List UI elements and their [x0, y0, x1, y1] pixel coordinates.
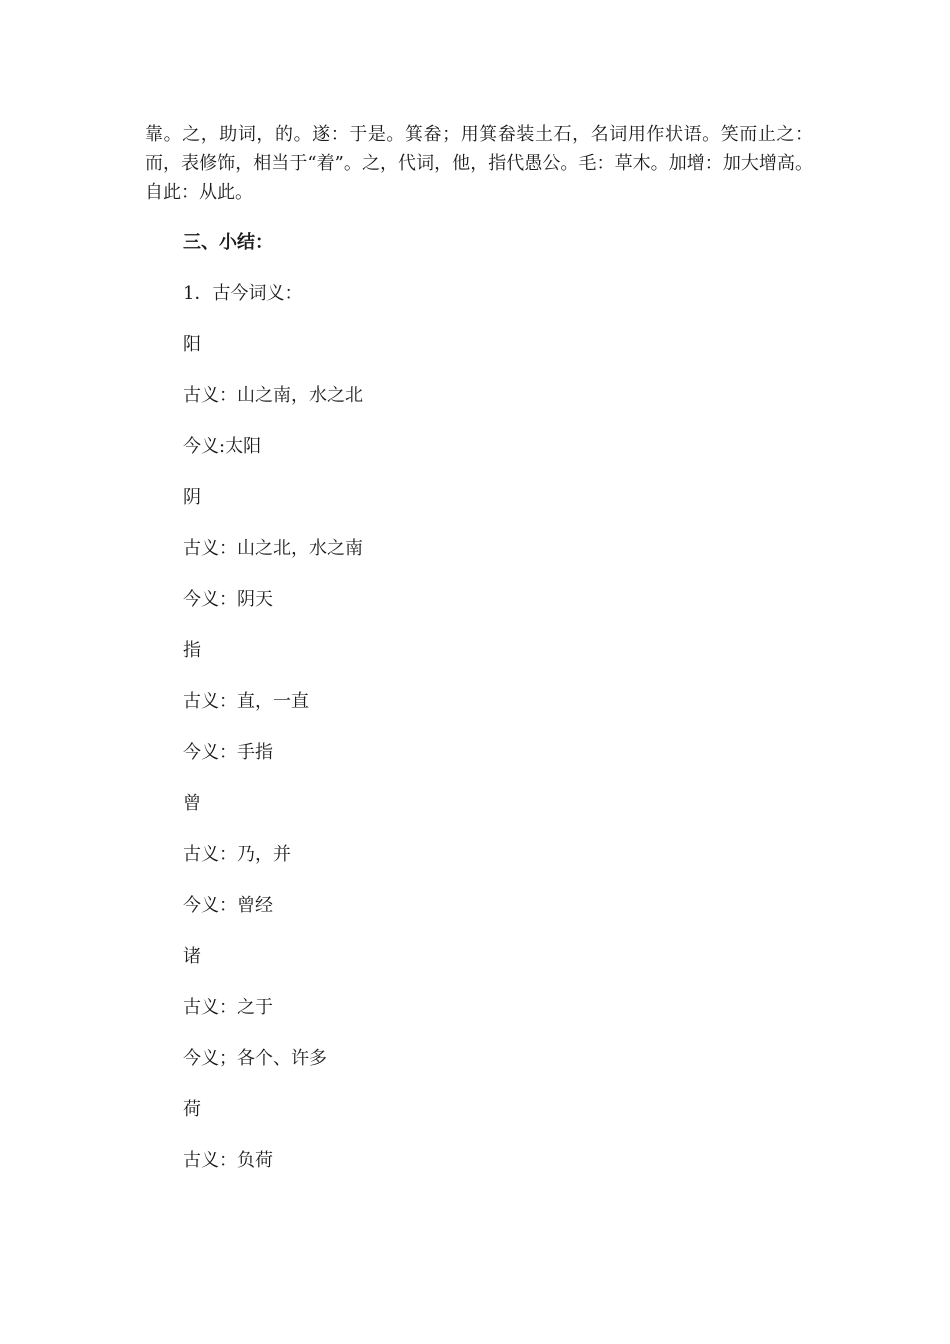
ancient-meaning: 古义：山之南，水之北 — [183, 385, 363, 406]
term-word: 指 — [183, 640, 201, 661]
modern-meaning: 今义；各个、许多 — [183, 1048, 327, 1069]
term-word: 荷 — [183, 1099, 201, 1120]
ancient-meaning: 古义：乃，并 — [183, 844, 291, 865]
term-word: 阳 — [183, 334, 201, 355]
modern-meaning: 今义：曾经 — [183, 895, 273, 916]
intro-paragraph: 靠。之，助词，的。遂：于是。箕畚；用箕畚装土石，名词用作状语。笑而止之：而，表修饰，相当于“着”。之，代词，他，指代愚公。毛：草木。加增：加大增高。自此：从此。 — [145, 124, 813, 203]
term-word: 曾 — [183, 793, 201, 814]
ancient-meaning: 古义：直，一直 — [183, 691, 309, 712]
modern-meaning: 今义:太阳 — [183, 436, 262, 457]
section-heading: 三、小结： — [183, 232, 273, 253]
modern-meaning: 今义：手指 — [183, 742, 273, 763]
ancient-meaning: 古义：之于 — [183, 997, 273, 1018]
ancient-meaning: 古义：负荷 — [183, 1150, 273, 1171]
modern-meaning: 今义：阴天 — [183, 589, 273, 610]
term-word: 诸 — [183, 946, 201, 967]
ancient-meaning: 古义：山之北，水之南 — [183, 538, 363, 559]
term-word: 阴 — [183, 487, 201, 508]
subsection-heading: 1．古今词义： — [183, 283, 303, 304]
